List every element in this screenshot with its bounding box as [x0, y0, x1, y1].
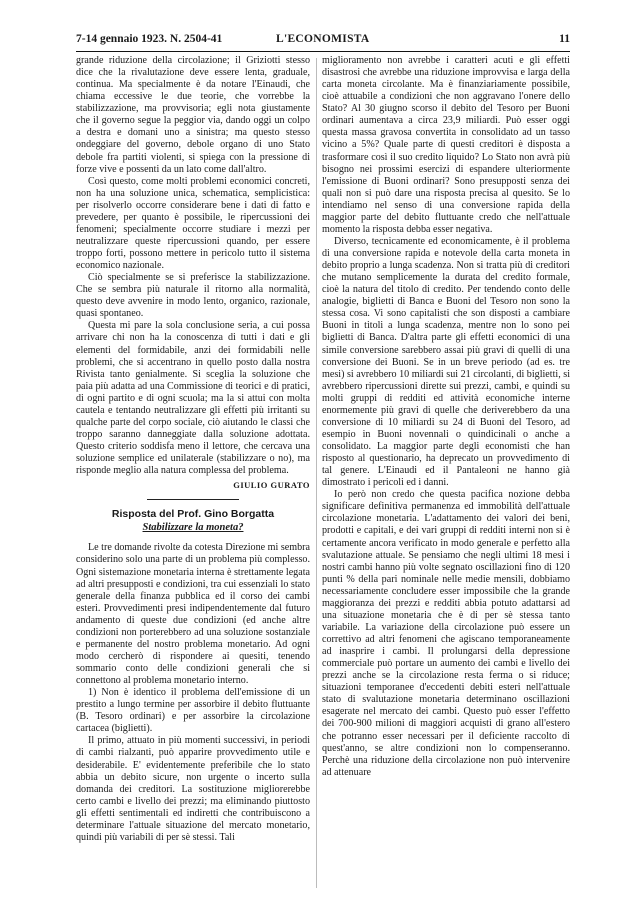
- page-number: 11: [559, 33, 570, 45]
- paragraph: Questa mi pare la sola conclusione seria, a cui possa arrivare chi non ha la conoscenza di tutti i dati e gli elementi del formidabile, anzi dei formidabili nelle problemi, che si accentrano in quello posto dalla nostra Rivista tanto genialmente. Si sceglia la soluzione che paia più adatta ad una Commissione di teorici e di pratici, di ogni partito e di ogni scuola; ma la si attui con molta cautela e tentando neutralizzare gli effetti più irritanti su qualche parte del corpo sociale, ciò aiutando le classi che troppo saranno danneggiate dalla soluzione adottata. Questo criterio soddisfa meno il lettore, che cercava una soluzione semplice ed unilaterale (stabilizzare o no), ma risponde meglio alla natura complessa del problema.: [76, 320, 310, 477]
- section-separator: [147, 499, 239, 500]
- section-subtitle: Stabilizzare la moneta?: [142, 522, 244, 534]
- paragraph: 1) Non è identico il problema dell'emissione di un prestito a lungo termine per assorbire il debito fluttuante (B. Tesoro ordinari) e per assorbire la circolazione cartacea (biglietti).: [76, 687, 310, 735]
- author-signature: GIULIO GURATO: [233, 480, 310, 491]
- paragraph: Diverso, tecnicamente ed economicamente, è il problema di una conversione rapida e notevole della carta moneta in debito proprio a lunga scadenza. Non si tratta più di creditori che mutano semplicemente la durata del credito formale, cioè la natura del titolo di credito. Per tendendo conto delle analogie, biglietti di Banca e Buoni del Tesoro non sono la stessa cosa. Vi sono capitalisti che son disposti a cambiare Buoni in titoli a lunga scadenza, mentre non lo sono pei biglietti di Banca. D'altra parte gli effetti economici di una simile conversione sarebbero assai più gravi di quelli di una conversione dei Buoni. Se in un breve periodo (ad es. tre mesi) si avrebbero 10 miliardi sui 21 circolanti, di biglietti, si avrebbero ripercussioni dirette sui prezzi, cambi, e quindi su molti gruppi di redditi ed attività economiche interne enormemente più gravi di quelle che deriverebbero da una conversione di 10 miliardi su 24 di Buoni del Tesoro, ad esempio in Buoni novennali o quindicinali o anche a consolidato. La maggior parte degli economisti che han risposto al questionario, ha deprecato un provvedimento di tal genere. L'Einaudi ed il Pantaleoni ne hanno già dimostrato i pericoli ed i danni.: [322, 235, 570, 489]
- column-divider: [316, 58, 317, 888]
- paragraph: grande riduzione della circolazione; il Griziotti stesso dice che la rivalutazione deve essere lenta, graduale, continua. Ma specialmente è da notare l'Einaudi, che chiama eccessive le due teorie, che vorrebbe la stabilizzazione, ma provvisoria; egli nota giustamente che il governo segue la peggior via, dando oggi un colpo a destra e domani uno a sinistra; ma questo stesso ondeggiare del governo, debole organo di uno Stato debole fra partiti violenti, si spiega con la pressione di forze vive e possenti da un lato come dall'altro.: [76, 55, 310, 175]
- paragraph: miglioramento non avrebbe i caratteri acuti e gli effetti disastrosi che avrebbe una riduzione improvvisa e larga della carta moneta circolante. Ma è finanziariamente possibile, cioè attuabile a condizioni che non aggravano l'onere dello Stato? Al 30 giugno scorso il debito del Tesoro per Buoni ordinari aumentava a circa 23,9 miliardi. Può esser oggi questa massa gravosa convertita in consolidato ad un tasso vicino a 5%? Quale parte di questi creditori è disposta a trasformare così il suo credito liquido? Lo Stato non avrà più bisogno nei prossimi esercizi di espandere ulteriormente l'emissione di Buoni ordinari? Sono presupposti senza dei quali non si può dare una risposta precisa al quesito. Se lo intendiamo nel senso di una conversione rapida della maggior parte del debito fluttuante credo che nell'attuale momento la risposta debba esser negativa.: [322, 55, 570, 235]
- journal-title: L'ECONOMISTA: [276, 33, 370, 45]
- running-header: [76, 33, 570, 49]
- paragraph: Ciò specialmente se si preferisce la stabilizzazione. Che se sembra più naturale il ritorno alla normalità, questo deve avvenire in modo lento, organico, razionale, quasi spontaneo.: [76, 272, 310, 320]
- header-rule: [76, 51, 570, 52]
- paragraph: Le tre domande rivolte da cotesta Direzione mi sembra considerino solo una parte di un problema più complesso. Ogni sistemazione monetaria interna è strettamente legata ad altri presupposti e condizioni, tra cui essenziali lo stato generale della finanza pubblica ed il corso dei cambi esteri. Provvedimenti presi indipendentemente dal futuro andamento di queste due condizioni (ed anche altre condizioni non porterebbero ad una soluzione sostanziale e permanente del nostro problema monetario. Ad ogni modo cercherò di rispondere ai quesiti, tenendo sommario conto delle condizioni generali che si connettono al problema monetario interno.: [76, 542, 310, 687]
- right-column: [322, 55, 570, 779]
- issue-date: 7-14 gennaio 1923. N. 2504-41: [76, 33, 223, 45]
- section-title: Risposta del Prof. Gino Borgatta: [111, 508, 275, 521]
- paragraph: Io però non credo che questa pacifica nozione debba significare definitiva permanenza ed immobilità dell'attuale circolazione monetaria. L'adattamento dei valori dei beni, prodotti e capitali, e dei vari gruppi di redditi interni non si è certamente ancora verificato in modo generale e perfetto alla svalutazione attuale. Se pensiamo che negli ultimi 18 mesi i nostri cambi hanno più volte segnato oscillazioni fino di 120 punti % della pari nominale nelle medie mensili, dobbiamo necessariamente concludere esser impossibile che la grande maggioranza dei prezzi e redditi abbia potuto adattarsi ad una situazione monetaria che è di per sè stessa tanto variabile. La variazione della circolazione può essere un correttivo ad altri fenomeni che agiscano temporaneamente ad inasprire i cambi. Il prolungarsi della depressione commerciale può portare un aumento dei cambi e livello dei prezzi anche se la circolazione resta ferma o si riduce; situazioni temporanee d'eccedenti debiti esteri nell'attuale stato di svalutazione monetaria determinano oscillazioni esagerate nel mercato dei cambi. Questo può esser l'effetto dei 700-900 milioni di maggiori acquisti di grano all'estero che potranno esser necessari per il deficiente raccolto di quest'anno, se altre condizioni non lo compenseranno. Perchè una riduzione della circolazione non può intervenire ad attenuare: [322, 489, 570, 778]
- paragraph: Il primo, attuato in più momenti successivi, in periodi di cambi rialzanti, può apparire provvedimento utile e desiderabile. E' evidentemente preferibile che lo stato abbia un debito sicure, non urgente o incerto sulla domanda dei creditori. La sostituzione migliorerebbe certo cambi e livello dei prezzi; ma eliminando piuttosto gli effetti sentimentali ed indiretti che contribuiscono a determinare l'attuale situazione del mercato monetario, quindi più variabili di per sè stessi. Tali: [76, 735, 310, 843]
- paragraph: Così questo, come molti problemi economici concreti, non ha una soluzione unica, schematica, semplicistica: per risolverlo occorre considerare bene i dati di fatto e prevedere, per quanto è possibile, le ripercussioni dei fenomeni; specialmente occorre studiare i mezzi per neutralizzare queste ripercussioni quando, per essere troppo forti, possono mettere in pericolo tutto il sistema economico nazionale.: [76, 175, 310, 272]
- left-column: [76, 55, 310, 844]
